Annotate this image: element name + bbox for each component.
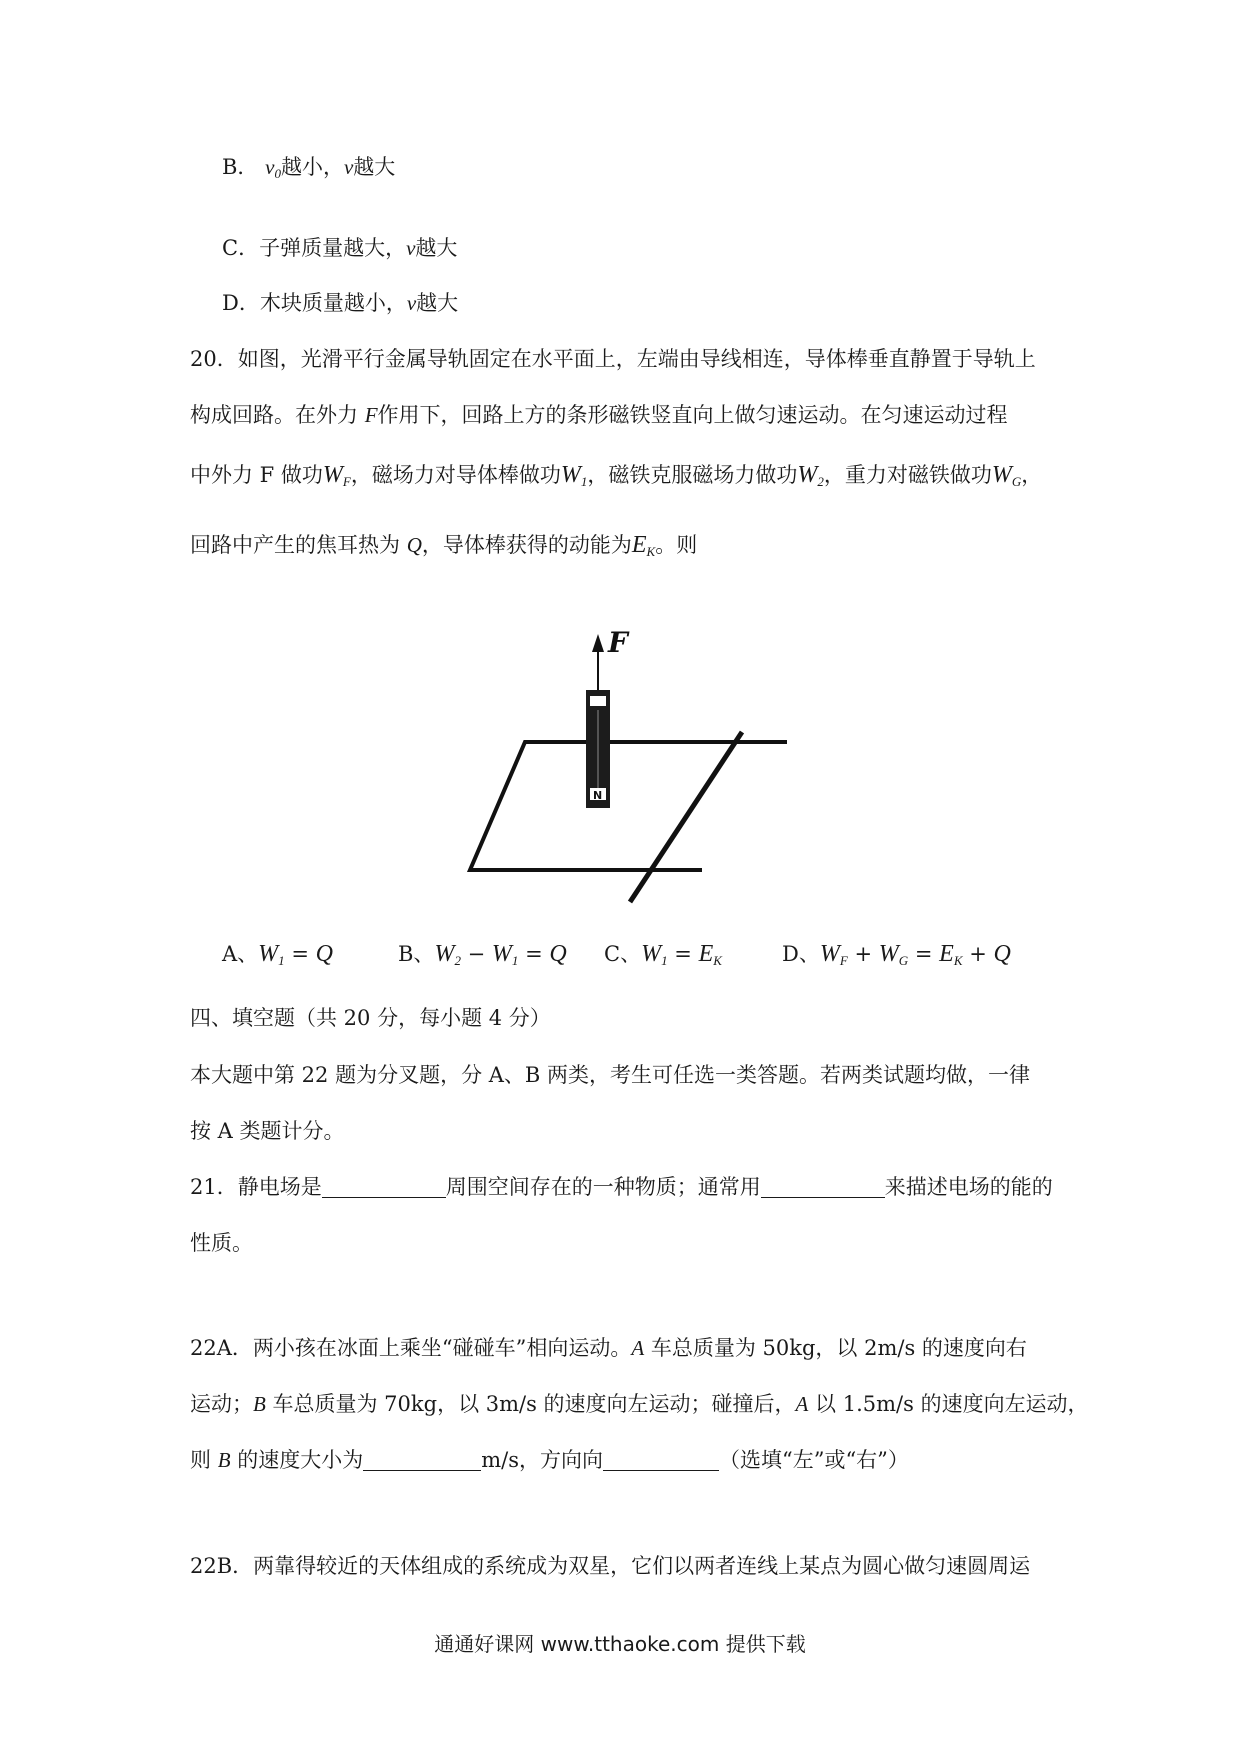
- q20-line4: 回路中产生的焦耳热为 Q，导体棒获得的动能为$E_K$。则: [190, 532, 698, 559]
- var-v: v: [406, 291, 417, 315]
- rail-magnet-figure: [440, 620, 820, 920]
- section4-note-line1: 本大题中第 22 题为分叉题，分 A、B 两类，考生可任选一类答题。若两类试题均做，一律: [190, 1063, 1031, 1087]
- answer-blank: [761, 1175, 885, 1198]
- option-text: 越大: [416, 291, 459, 315]
- option-text: 木块质量越小，: [259, 291, 407, 315]
- option-text: 越小，: [280, 155, 344, 179]
- answer-blank: [603, 1448, 719, 1471]
- q20-option-b: B、$W_2 - W_1 = Q$: [398, 941, 567, 968]
- q22a-line3: 则 B 的速度大小为 m/s，方向向 （选填“左”或“右”）: [190, 1448, 909, 1472]
- magnet-top-highlight: [590, 696, 606, 706]
- option-text: 越大: [353, 155, 396, 179]
- option-label: D．: [222, 291, 260, 315]
- section4-note-line2: 按 A 类题计分。: [190, 1119, 345, 1143]
- force-arrow-head: [592, 634, 604, 652]
- option-label: B．: [222, 155, 259, 179]
- q21-line2: 性质。: [190, 1231, 253, 1255]
- q22a-line2: 运动；B 车总质量为 70kg，以 3m/s 的速度向左运动；碰撞后，A 以 1.5m/s 的速度向左运动，: [190, 1392, 1089, 1416]
- answer-blank: [322, 1175, 446, 1198]
- q20-line3: 中外力 F 做功$W_F$，磁场力对导体棒做功$W_1$，磁铁克服磁场力做功$W_2$，重力对磁铁做功$W_G$，: [190, 462, 1043, 489]
- magnet-pole-mark: N: [593, 789, 603, 802]
- q21-line1: 21．静电场是 周围空间存在的一种物质；通常用 来描述电场的能的: [190, 1175, 1053, 1199]
- option-label: C．: [222, 236, 260, 260]
- option-text: 越大: [415, 236, 458, 260]
- q20-option-d: D、$W_F + W_G = E_K + Q$: [782, 941, 1011, 968]
- page-footer: 通通好课网 www.tthaoke.com 提供下载: [434, 1632, 806, 1656]
- force-label: F: [608, 626, 628, 659]
- section4-title: 四、填空题（共 20 分，每小题 4 分）: [190, 1006, 551, 1030]
- var-v: v: [406, 236, 416, 260]
- conductor-rod: [630, 732, 742, 902]
- q20-line2: 构成回路。在外力 F作用下，回路上方的条形磁铁竖直向上做匀速运动。在匀速运动过程: [190, 403, 1008, 427]
- q20-line1: 20．如图，光滑平行金属导轨固定在水平面上，左端由导线相连，导体棒垂直静置于导轨上: [190, 347, 1036, 371]
- q20-option-a: A、$W_1 = Q$: [222, 941, 333, 968]
- option-d-prev: [222, 288, 458, 318]
- q22b-line1: 22B．两靠得较近的天体组成的系统成为双星，它们以两者连线上某点为圆心做匀速圆周运: [190, 1554, 1031, 1578]
- q20-option-c: C、$W_1 = E_K$: [604, 941, 722, 968]
- answer-blank: [363, 1448, 481, 1471]
- var-v: v: [343, 155, 354, 179]
- rail-loop: [470, 742, 787, 870]
- option-c-prev: [222, 233, 457, 263]
- option-text: 子弹质量越大，: [259, 236, 407, 260]
- option-b-prev: [222, 152, 395, 189]
- var-v0: $v_0$: [265, 155, 281, 181]
- q22a-line1: 22A．两小孩在冰面上乘坐“碰碰车”相向运动。A 车总质量为 50kg，以 2m/s 的速度向右: [190, 1336, 1027, 1360]
